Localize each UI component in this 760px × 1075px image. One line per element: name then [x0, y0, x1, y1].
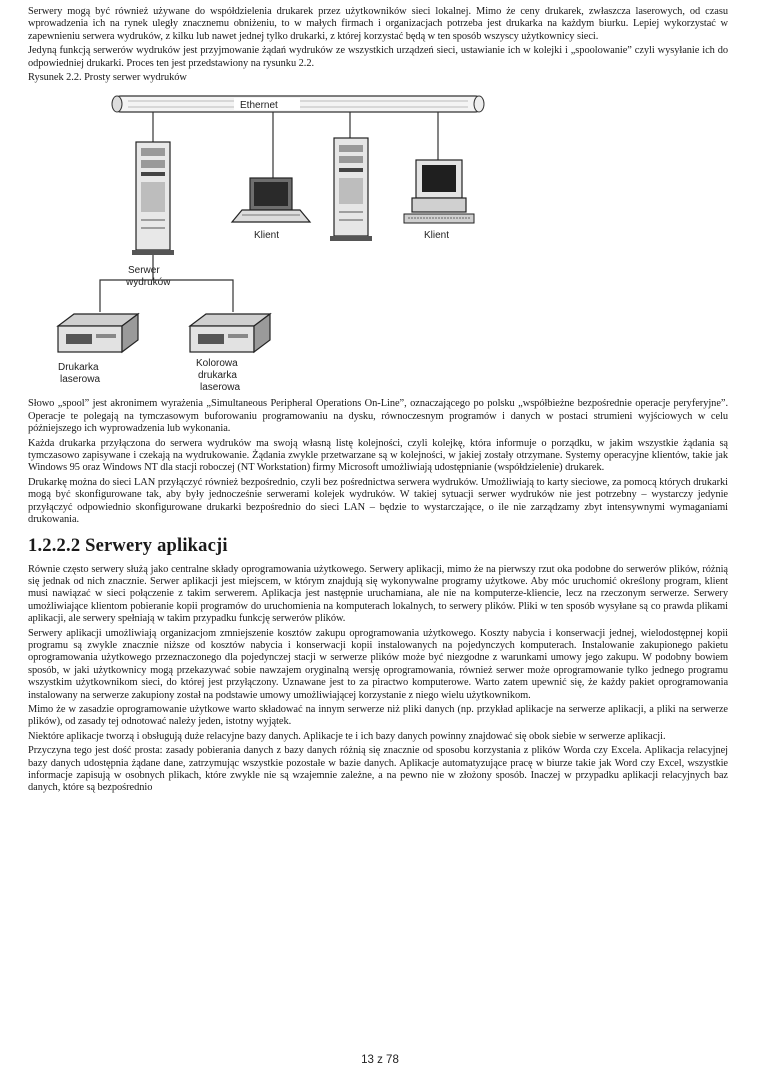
client1-label: Klient [254, 230, 280, 242]
paragraph-db-reason: Przyczyna tego jest dość prosta: zasady pobierania danych z bazy danych różnią się znacznie od sposobu korzystania z plików Worda czy Excela. Aplikacja relacyjnej bazy danych udostępnia żądane dane, zatrzymując wszystkie pozostałe w bazie danych. Aplikacje automatyzujące pracę w biurze takie jak Word czy Excel, wszystkie informacje zapisują w osobnych plikach, które zwykle nie są wzajemnie zależne, a na pewno nie w złożony sposób. Inaczej w przypadku aplikacji relacyjnych baz danych, które są bezpośrednio [28, 745, 728, 794]
document-page [28, 6, 728, 797]
server-label-line1: Serwer [128, 265, 160, 277]
crt-workstation-icon [404, 160, 474, 223]
tower-computer-icon [330, 138, 372, 241]
color-label-line2: drukarka [198, 370, 237, 382]
print-server-figure [28, 90, 728, 390]
laser-label-line1: Drukarka [58, 362, 99, 374]
laser-printer-icon [58, 314, 138, 352]
laptop-client-icon [232, 178, 310, 222]
server-label-line2: wydruków [126, 277, 171, 289]
page-number: 13 z 78 [361, 1054, 399, 1066]
paragraph-app-servers: Równie często serwery służą jako centralne składy oprogramowania użytkowego. Serwery aplikacji, mimo że na pierwszy rzut oka podobne do serwerów plików, różnią się jednak od nich znacznie. Serwer aplikacji jest miejscem, w którym znajdują się wykonywalne programy użytkowe. Aby móc uruchomić określony program, klient musi nawiązać w sieci połączenie z takim serwerem. Aplikacja jest następnie uruchamiana, ale nie na komputerze-kliencie, lecz na rzeczonym serwerze. Serwery umożliwiające klientom pobieranie kopii programów do uruchomienia na komputerach lokalnych, to serwery plików. Pliki w ten sposób wysyłane są co prawda plikami aplikacji, ale serwery spełniają w takim przypadku funkcję serwerów plików. [28, 563, 728, 625]
ethernet-label: Ethernet [240, 100, 278, 112]
client2-label: Klient [424, 230, 450, 242]
paragraph-direct-printer: Drukarkę można do sieci LAN przyłączyć również bezpośrednio, czyli bez pośrednictwa serwera wydruków. Umożliwiają to karty sieciowe, za pomocą których drukarki mogą być skonfigurowane tak, aby były jednocześnie serwerami kolejek wydruków. W takiej sytuacji serwer wydruków nie jest potrzebny – wystarczy jedynie przyłączyć odpowiednio skonfigurowane drukarki bezpośrednio do sieci LAN – będzie to wystarczające, o ile nie zarządzamy zbyt intensywnymi wymaganiami drukowania. [28, 476, 728, 526]
ethernet-cable [112, 96, 484, 112]
color-label-line3: laserowa [200, 382, 241, 391]
paragraph-print-queue: Każda drukarka przyłączona do serwera wydruków ma swoją własną listę kolejności, czyli kolejkę, która informuje o porządku, w jakim wszystkie żądania są tymczasowo zapisywane i czekają na wydrukowanie. Żądania zwykle przetwarzane są w kolejności, w jakiej zostały otrzymane. Systemy operacyjne klientów, takie jak Windows 95 oraz Windows NT dla stacji roboczej (NT Workstation) firmy Microsoft umożliwiają udostępnianie (współdzielenie) drukarek. [28, 437, 728, 474]
laser-label-line2: laserowa [60, 374, 101, 386]
color-laser-printer-icon [190, 314, 270, 352]
paragraph-relational-db: Niektóre aplikacje tworzą i obsługują duże relacyjne bazy danych. Aplikacje te i ich bazy danych powinny znajdować się obok siebie w serwerze aplikacji. [28, 730, 666, 742]
paragraph-print-server-function: Jedyną funkcją serwerów wydruków jest przyjmowanie żądań wydruków ze wszystkich urządzeń sieci, ustawianie ich w kolejki i „spoolowanie” czyli wysyłanie ich do odpowiedniej drukarki. Proces ten jest przedstawiony na rysunku 2.2. [28, 45, 728, 69]
paragraph-printer-sharing: Serwery mogą być również używane do współdzielenia drukarek przez użytkowników sieci lokalnej. Mimo że ceny drukarek, zwłaszcza laserowych, od czasu wprowadzenia ich na rynek uległy znacznemu obniżeniu, to w małych firmach i organizacjach potrzeba jest drukarka na każdym biurku. Lepiej wykorzystać w zapewnieniu serwera wydruków, z kilku lub nawet jednej tylko drukarki, z której korzystać będą w ten sposób wszyscy użytkownicy sieci. [28, 6, 728, 42]
paragraph-spool-definition: Słowo „spool” jest akronimem wyrażenia „Simultaneous Peripheral Operations On-Line”, oznaczającego po polsku „współbieżne bezpośrednie operacje peryferyjne”. Operacje te polegają na tymczasowym buforowaniu programowaniu na dysku, równoczesnym programów i danych w postaci strumieni wyjściowych w celu późniejszego ich wyprowadzenia lub wykonania. [28, 398, 728, 435]
color-label-line1: Kolorowa [196, 358, 238, 370]
paragraph-exception: Mimo że w zasadzie oprogramowanie użytkowe warto składować na innym serwerze niż pliki danych (np. przykład aplikacje na serwerze aplikacji, a pliki na serwerze plików), od zasady tej odnotować należy jeden, istotny wyjątek. [28, 703, 728, 728]
paragraph-licensing: Serwery aplikacji umożliwiają organizacjom zmniejszenie kosztów zakupu oprogramowania użytkowego. Koszty nabycia i konserwacji jednej, wielodostępnej kopii programu są zwykle znacznie niższe od kosztów nabycia i konserwacji kopii instalowanych na pojedynczych komputerach. Instalowanie zakupionego pakietu oprogramowania użytkowego przeznaczonego dla pojedynczej stacji w serwerze plików może być niezgodne z warunkami umowy jego zakupu. W podobny bowiem sposób, w jaki użytkownicy mogą przekazywać sobie nawzajem oryginalną wersję oprogramowania, również serwer może oprogramowanie tylko jednego programu wszystkim użytkownikom sieci, do której jest przyłączony. Uznawane jest to za piractwo komputerowe. Warto zatem upewnić się, że każdy pakiet oprogramowania instalowany na serwerze zakupiony został na podstawie umowy umożliwiającej korzystanie z niego wielu użytkownikom. [28, 627, 728, 701]
section-heading: 1.2.2.2 Serwery aplikacji [28, 535, 228, 556]
tower-server-icon [132, 142, 174, 255]
figure-caption: Rysunek 2.2. Prosty serwer wydruków [28, 72, 187, 84]
